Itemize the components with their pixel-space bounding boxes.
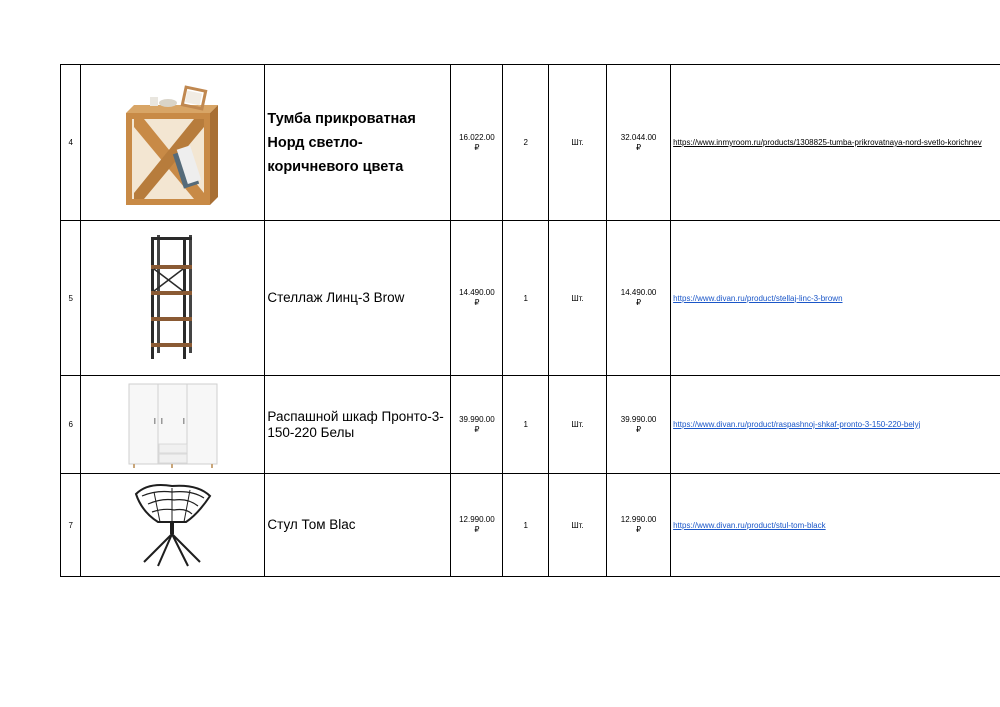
product-name: Стул Том Blac <box>267 517 356 532</box>
table-row <box>61 221 1000 376</box>
unit-price: 14.490.00 <box>459 288 495 297</box>
currency-sign: ₽ <box>474 525 480 534</box>
quantity: 2 <box>503 65 549 221</box>
row-number: 5 <box>61 221 81 376</box>
total-price: 14.490.00 <box>620 288 657 297</box>
product-link[interactable]: https://www.divan.ru/product/stellaj-linc-3-brown <box>673 293 843 303</box>
quantity: 1 <box>503 474 549 577</box>
spreadsheet-page <box>60 64 1000 578</box>
row-number: 6 <box>61 376 81 474</box>
currency-sign: ₽ <box>636 424 642 434</box>
quantity: 1 <box>503 376 549 474</box>
currency-sign: ₽ <box>636 142 642 152</box>
unit: Шт. <box>549 221 607 376</box>
product-table <box>60 64 1000 577</box>
unit: Шт. <box>549 474 607 577</box>
currency-sign: ₽ <box>636 298 642 307</box>
currency-sign: ₽ <box>474 298 480 307</box>
currency-sign: ₽ <box>636 525 642 534</box>
product-link[interactable]: https://www.divan.ru/product/stul-tom-black <box>673 520 826 530</box>
chair-image <box>128 480 218 570</box>
product-name: Тумба прикроватная Норд светло-коричневого цвета <box>267 110 416 175</box>
table-row <box>61 376 1000 474</box>
currency-sign: ₽ <box>474 142 480 152</box>
currency-sign: ₽ <box>474 424 480 434</box>
product-link[interactable]: https://www.inmyroom.ru/products/1308825-tumba-prikrovatnaya-nord-svetlo-korichnev <box>673 138 982 147</box>
product-name: Распашной шкаф Пронто-3-150-220 Белы <box>267 408 444 440</box>
unit: Шт. <box>549 376 607 474</box>
table-row <box>61 65 1000 221</box>
total-price: 32.044.00 <box>620 132 657 142</box>
product-name: Стеллаж Линц-3 Brow <box>267 290 405 305</box>
unit-price: 16.022.00 <box>459 132 495 142</box>
unit: Шт. <box>549 65 607 221</box>
total-price: 12.990.00 <box>620 515 657 524</box>
wardrobe-image <box>123 380 223 470</box>
table-row <box>61 474 1000 577</box>
row-number: 4 <box>61 65 81 221</box>
row-number: 7 <box>61 474 81 577</box>
unit-price: 12.990.00 <box>459 515 495 524</box>
quantity: 1 <box>503 221 549 376</box>
total-price: 39.990.00 <box>620 414 657 424</box>
product-link[interactable]: https://www.divan.ru/product/raspashnoj-shkaf-pronto-3-150-220-belyj <box>673 420 921 429</box>
unit-price: 39.990.00 <box>459 414 495 424</box>
shelving-unit-image <box>143 233 203 363</box>
bedside-table-image <box>98 75 248 210</box>
